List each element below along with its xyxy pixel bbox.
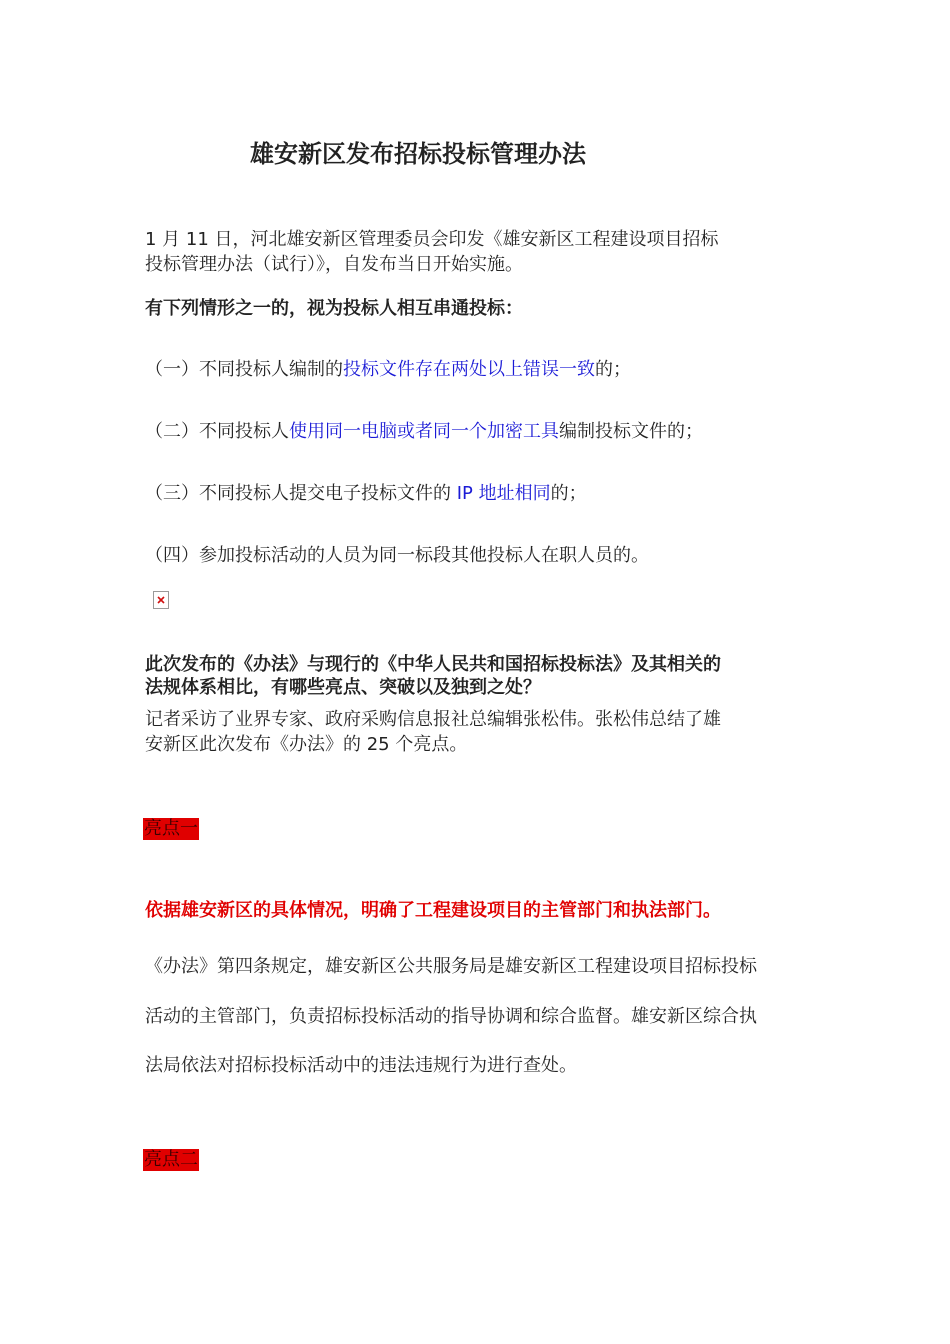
- highlight-badge-1: 亮点一: [144, 818, 198, 839]
- item-text: （三）不同投标人提交电子投标文件的: [145, 483, 457, 504]
- item-text: 的；: [595, 359, 631, 380]
- intro-paragraph: [145, 227, 810, 277]
- broken-image-icon: [153, 591, 169, 609]
- highlight-badge-2: 亮点二: [144, 1149, 198, 1170]
- answer-line-2: 安新区此次发布《办法》的 25 个亮点。: [145, 734, 468, 755]
- list-item: [145, 481, 825, 506]
- list-item: [145, 357, 825, 382]
- highlight-1-line-3: 法局依法对招标投标活动中的违法违规行为进行查处。: [145, 1055, 577, 1076]
- item-text: （四）参加投标活动的人员为同一标段其他投标人在职人员的。: [145, 545, 649, 566]
- question-line-2: 法规体系相比，有哪些亮点、突破以及独到之处？: [145, 677, 541, 698]
- answer-line-1: 记者采访了业界专家、政府采购信息报社总编辑张松伟。张松伟总结了雄: [145, 709, 721, 730]
- item-text: （一）不同投标人编制的: [145, 359, 343, 380]
- intro-line-1: 1 月 11 日，河北雄安新区管理委员会印发《雄安新区工程建设项目招标: [145, 229, 719, 250]
- highlight-1-line-1: 《办法》第四条规定，雄安新区公共服务局是雄安新区工程建设项目招标投标: [145, 956, 757, 977]
- item-text: 的；: [550, 483, 587, 504]
- highlight-1-heading: 依据雄安新区的具体情况，明确了工程建设项目的主管部门和执法部门。: [145, 900, 721, 921]
- item-link[interactable]: 使用同一电脑或者同一个加密工具: [289, 421, 559, 442]
- question-heading: [145, 653, 810, 699]
- list-item: [145, 543, 825, 568]
- answer-paragraph: [145, 707, 810, 757]
- item-link[interactable]: IP 地址相同: [456, 483, 551, 504]
- highlight-1-line-2: 活动的主管部门，负责招标投标活动的指导协调和综合监督。雄安新区综合执: [145, 1006, 757, 1027]
- page-title: 雄安新区发布招标投标管理办法: [250, 140, 586, 168]
- question-line-1: 此次发布的《办法》与现行的《中华人民共和国招标投标法》及其相关的: [145, 654, 721, 675]
- item-text: （二）不同投标人: [145, 421, 289, 442]
- list-item: [145, 419, 825, 444]
- intro-line-2: 投标管理办法（试行）》，自发布当日开始实施。: [145, 254, 523, 275]
- item-link[interactable]: 投标文件存在两处以上错误一致: [343, 359, 595, 380]
- lead-statement: 有下列情形之一的，视为投标人相互串通投标：: [145, 298, 523, 319]
- item-text: 编制投标文件的；: [559, 421, 703, 442]
